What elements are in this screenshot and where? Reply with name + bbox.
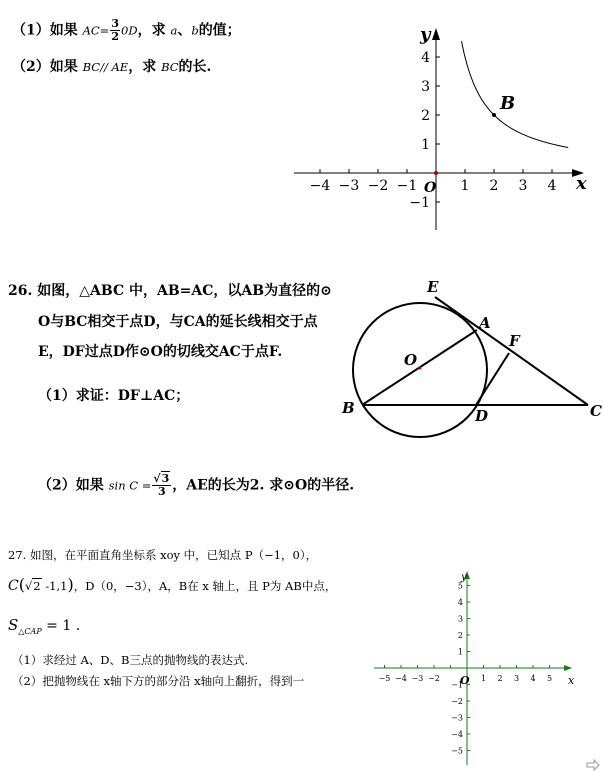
graph1-x-tick-label: 4 [547,178,557,194]
q25-fraction-denominator: 2 [111,30,120,43]
graph1-x-tick-label: −1 [396,178,418,194]
q27-line2: C(√2 -1,1)，D（0，−3），A，B在 x 轴上，且 P为 AB中点， [8,575,337,594]
q26-part2-prefix: （2）如果 [38,477,104,494]
graph2-x-label: x [568,674,575,687]
graph1-y-label: y [420,24,431,45]
graph2-x-tick-label: −4 [395,674,407,683]
q27-point-c-coords: -1,1 [45,579,68,593]
q25-part1-number: （1） [12,22,50,39]
graph2-x-tick-label: 5 [546,674,553,683]
q26-fraction-radicand: 3 [161,472,170,485]
q25-part1-ask: ，求 [137,22,166,39]
corner-arrow-icon [586,760,600,770]
q26-part2-ask: ，AE的长为2. 求⊙O的半径. [172,477,355,494]
graph2-x-tick-label: 2 [497,674,503,683]
q27-radicand: 2 [33,579,41,593]
graph2-y-label: y [461,572,467,583]
q25-part1-prefix: 如果 [49,22,78,39]
graph1-y-tick-label: 3 [421,79,430,95]
graph2-y-tick-label: 2 [457,631,463,640]
q27-point-c: C [8,578,19,594]
q25-separator: 、 [177,22,192,39]
q27-area-subscript: △CAP [18,626,42,636]
fig26-label-d: D [475,407,489,425]
graph2-x-arrow [564,665,572,671]
graph2-x-tick-label: −5 [378,674,391,683]
graph1-y-tick-label: 4 [421,50,430,66]
q26-line3: E，DF过点D作⊙O的切线交AC于点F. [38,344,283,360]
graph2-x-tick-label: −3 [411,674,424,683]
q25-var-a: a [170,23,178,38]
q25-parallel: BC// AE [82,60,129,74]
q26-line1: 26. 如图，△ABC 中，AB=AC，以AB为直径的⊙ [8,283,332,299]
graph1-x-label: x [576,173,587,194]
graph1-origin-label: O [424,180,437,196]
q25-bc: BC [161,60,179,74]
graph1-point-b-label: B [500,93,516,114]
fig26-label-a: A [479,314,491,332]
graph2-y-tick-label: −2 [451,697,463,706]
graph2-y-tick-label: −3 [451,713,463,723]
q25-part2-number: （2） [12,59,50,75]
q25-part2-prefix: 如果 [49,59,78,75]
q27-line2-rest: ，D（0，−3），A，B在 x 轴上，且 P为 AB中点， [73,579,337,593]
graph1-x-tick-label: 3 [518,178,528,194]
graph1-y-tick-label: −1 [409,195,430,211]
fig26-label-e: E [427,278,439,296]
graph2-x-tick-label: −2 [428,674,440,683]
graph2-y-tick-label: −1 [451,680,463,690]
fig26-label-b: B [342,399,355,417]
graph2-x-tick-label: 4 [530,674,536,683]
q25-part1-end: 的值； [198,22,241,39]
graph1-x-tick-label: −4 [309,178,331,194]
graph2-x-tick-label: 1 [480,674,487,683]
fig26-label-c: C [590,402,602,420]
graph1-y-tick-label: 1 [421,137,430,153]
q25-part2-end: 的长. [178,59,212,75]
q27-part1: （1）求经过 A、D、B三点的抛物线的表达式. [12,653,249,667]
q25-ac-label: AC= [82,23,110,38]
graph2-y-tick-label: 4 [457,598,463,607]
q25-var-b: b [191,23,199,38]
q27-line1: 27. 如图，在平面直角坐标系 xoy 中，已知点 P（−1，0）， [8,548,318,562]
q26-sin-c: sin C = [108,478,152,493]
q27-part2: （2）把抛物线在 x轴下方的部分沿 x轴向上翻折，得到一 [12,674,305,688]
graph1-x-tick-label: −3 [338,178,360,194]
q26-part1: （1）求证：DF⊥AC； [38,388,190,404]
q25-part2-ask: ，求 [128,59,157,75]
graph1-x-tick-label: 2 [489,178,499,194]
fig26-label-f: F [509,332,520,350]
q25-fraction-numerator: 3 [111,17,120,30]
q26-line2: O与BC相交于点D，与CA的延长线相交于点 [38,314,318,330]
graph1-x-tick-label: 1 [460,178,470,194]
graph2-y-tick-label: 1 [457,647,463,657]
q27-area-value: = 1 . [41,618,81,634]
q26-fraction-denominator: 3 [157,485,166,498]
q26-fraction-numerator: √3 [153,472,170,485]
fig26-label-o: O [404,351,418,369]
graph2-y-tick-label: 3 [457,614,463,624]
graph2-x-tick-label: 3 [513,674,520,683]
graph1-x-tick-label: −2 [367,178,389,194]
graph2-y-tick-label: −5 [451,746,463,756]
graph2-y-tick-label: −4 [451,730,463,739]
graph2-origin-label: O [460,674,470,687]
q27-area-symbol: S [8,616,19,634]
graph1-y-tick-label: 2 [421,108,430,124]
q25-od-label: 0D [121,23,138,38]
graph2-y-tick-label: 5 [457,581,463,591]
